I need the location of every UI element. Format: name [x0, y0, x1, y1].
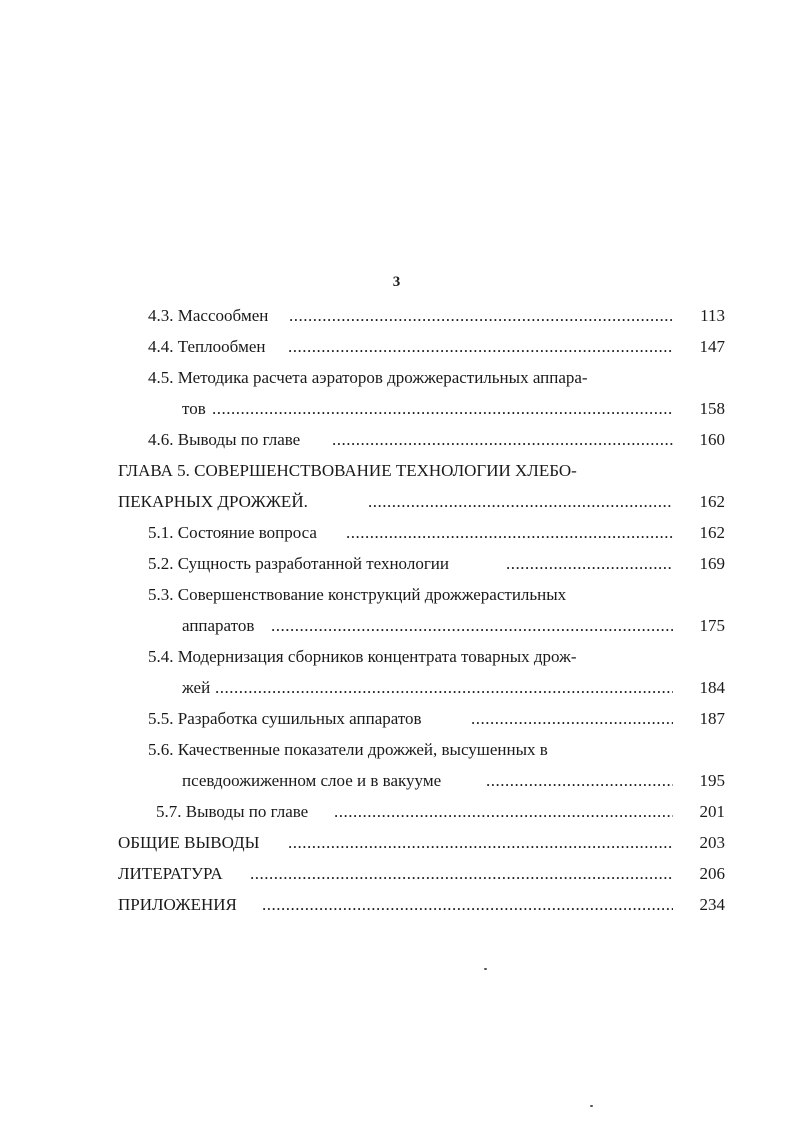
toc-leader: [288, 331, 673, 362]
toc-leader: [346, 517, 673, 548]
toc-entry-page: 184: [699, 678, 725, 697]
toc-leader: [486, 765, 673, 796]
toc-leader: [332, 424, 673, 455]
toc-section: [0, 889, 793, 920]
toc-entry-continuation: [0, 393, 793, 424]
toc-entry: [0, 424, 793, 455]
toc-entry-label: 5.3. Совершенствование конструкций дрожжерастильных: [148, 585, 567, 604]
table-of-contents: [0, 300, 793, 920]
toc-leader: [471, 703, 673, 734]
toc-chapter-label: ГЛАВА 5. СОВЕРШЕНСТВОВАНИЕ ТЕХНОЛОГИИ ХЛЕБО-: [118, 461, 577, 480]
toc-section-label: ПРИЛОЖЕНИЯ: [118, 895, 237, 914]
toc-chapter-continuation: [0, 486, 793, 517]
toc-section: [0, 858, 793, 889]
toc-entry-label: 4.6. Выводы по главе: [148, 430, 301, 449]
scan-speck: [590, 1105, 593, 1107]
toc-entry-label: 5.6. Качественные показатели дрожжей, высушенных в: [148, 740, 548, 759]
toc-leader: [288, 827, 673, 858]
toc-entry-page: 147: [699, 337, 725, 356]
toc-leader: [215, 672, 673, 703]
toc-section: [0, 827, 793, 858]
toc-leader: [250, 858, 673, 889]
toc-entry-page: 234: [699, 895, 725, 914]
toc-entry: [0, 734, 793, 765]
toc-entry-label: 5.7. Выводы по главе: [156, 802, 309, 821]
toc-leader: [262, 889, 673, 920]
toc-entry: [0, 579, 793, 610]
toc-entry-page: 206: [699, 864, 725, 883]
toc-entry-label: 4.4. Теплообмен: [148, 337, 266, 356]
toc-entry: [0, 362, 793, 393]
toc-entry-page: 203: [699, 833, 725, 852]
toc-entry-label: 5.1. Состояние вопроса: [148, 523, 317, 542]
toc-chapter: [0, 455, 793, 486]
toc-entry-label: 4.5. Методика расчета аэраторов дрожжерастильных аппара-: [148, 368, 588, 387]
toc-leader: [212, 393, 673, 424]
toc-entry-page: 187: [699, 709, 725, 728]
toc-entry-page: 201: [699, 802, 725, 821]
toc-leader: [368, 486, 673, 517]
toc-entry-continuation: [0, 672, 793, 703]
toc-entry-page: 169: [699, 554, 725, 573]
toc-entry-page: 162: [699, 492, 725, 511]
toc-entry: [0, 641, 793, 672]
toc-entry-label: 5.2. Сущность разработанной технологии: [148, 554, 449, 573]
toc-entry: [0, 300, 793, 331]
toc-entry-page: 160: [699, 430, 725, 449]
toc-entry-page: 195: [699, 771, 725, 790]
toc-entry-page: 175: [699, 616, 725, 635]
toc-entry-label: 5.5. Разработка сушильных аппаратов: [148, 709, 422, 728]
toc-entry-continuation-label: аппаратов: [182, 616, 255, 635]
toc-section-label: ОБЩИЕ ВЫВОДЫ: [118, 833, 260, 852]
toc-leader: [334, 796, 673, 827]
toc-entry-page: 162: [699, 523, 725, 542]
toc-leader: [271, 610, 673, 641]
toc-entry-continuation-label: тов: [182, 399, 206, 418]
toc-leader: [506, 548, 673, 579]
toc-entry-continuation: [0, 765, 793, 796]
toc-entry: [0, 331, 793, 362]
toc-entry: [0, 548, 793, 579]
toc-entry-continuation-label: жей: [182, 678, 211, 697]
toc-entry-label: 4.3. Массообмен: [148, 306, 269, 325]
toc-entry-label: 5.4. Модернизация сборников концентрата товарных дрож-: [148, 647, 577, 666]
toc-entry: [0, 796, 793, 827]
toc-chapter-continuation-label: ПЕКАРНЫХ ДРОЖЖЕЙ.: [118, 492, 308, 511]
toc-leader: [289, 300, 673, 331]
toc-entry-continuation: [0, 610, 793, 641]
toc-entry: [0, 703, 793, 734]
toc-entry-page: 113: [700, 306, 725, 325]
toc-entry-continuation-label: псевдоожиженном слое и в вакууме: [182, 771, 442, 790]
scan-speck: [484, 968, 487, 970]
toc-entry-page: 158: [699, 399, 725, 418]
page-number: 3: [392, 274, 401, 290]
toc-entry: [0, 517, 793, 548]
toc-section-label: ЛИТЕРАТУРА: [118, 864, 223, 883]
